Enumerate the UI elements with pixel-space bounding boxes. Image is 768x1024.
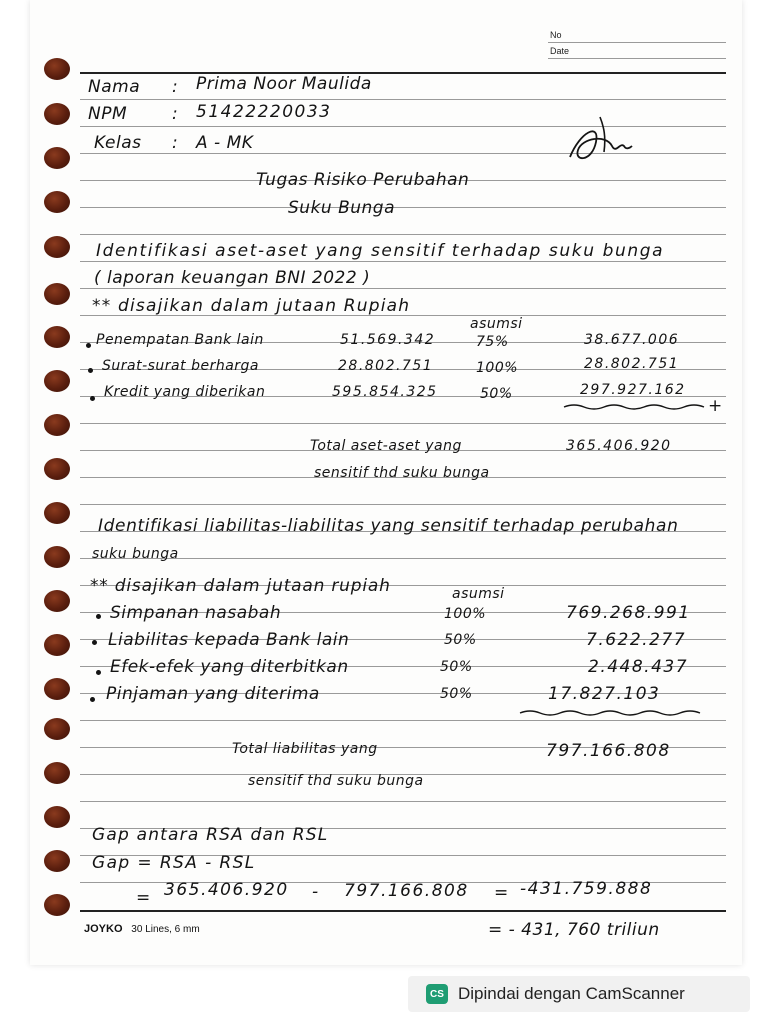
ruled-line <box>80 234 726 235</box>
bullet <box>86 343 91 348</box>
assets-heading-line-2: ( laporan keuangan BNI 2022 ) <box>94 268 371 288</box>
binder-hole <box>44 236 70 258</box>
kelas-value: A - MK <box>196 133 254 153</box>
bullet <box>88 368 93 373</box>
ruled-line-top <box>80 72 726 74</box>
binder-hole <box>44 850 70 872</box>
liabilities-total-label-1: Total liabilitas yang <box>232 741 378 757</box>
ruled-line <box>80 99 726 100</box>
liability-row-3-pct: 50% <box>440 659 473 675</box>
ruled-line <box>80 261 726 262</box>
binder-hole <box>44 58 70 80</box>
ruled-line <box>80 288 726 289</box>
kelas-colon: : <box>172 133 179 153</box>
bullet <box>96 614 101 619</box>
binder-hole <box>44 718 70 740</box>
liabilities-note: ** disajikan dalam jutaan rupiah <box>90 576 391 596</box>
ruled-line <box>80 423 726 424</box>
liability-row-1-name: Simpanan nasabah <box>110 603 282 623</box>
ruled-line <box>80 504 726 505</box>
kelas-label: Kelas <box>94 133 142 153</box>
gap-line-3-eq2: = <box>494 883 509 903</box>
asset-row-3-amount: 595.854.325 <box>332 384 438 400</box>
asset-row-2-result: 28.802.751 <box>584 356 680 372</box>
brand-spec: 30 Lines, 6 mm <box>131 924 200 935</box>
brand-name: JOYKO <box>84 923 123 935</box>
asset-row-1-pct: 75% <box>476 334 509 350</box>
binder-hole <box>44 326 70 348</box>
binder-hole <box>44 806 70 828</box>
npm-label: NPM <box>88 104 128 124</box>
assets-asumsi-label: asumsi <box>470 316 523 332</box>
liabilities-heading-line-2: suku bunga <box>92 546 179 562</box>
camscanner-icon: CS <box>426 984 448 1004</box>
asset-row-1-result: 38.677.006 <box>584 332 680 348</box>
binder-hole <box>44 502 70 524</box>
binder-hole <box>44 762 70 784</box>
liabilities-heading-line-1: Identifikasi liabilitas-liabilitas yang sensitif terhadap perubahan <box>98 516 679 536</box>
ruled-line <box>80 720 726 721</box>
gap-line-1: Gap antara RSA dan RSL <box>92 825 329 845</box>
plus-sign: + <box>708 396 723 416</box>
no-label: No <box>550 30 562 40</box>
binder-hole <box>44 590 70 612</box>
ruled-line <box>548 42 726 43</box>
liabilities-asumsi-label: asumsi <box>452 586 505 602</box>
binder-hole <box>44 634 70 656</box>
date-label: Date <box>550 46 570 56</box>
gap-line-3-result: -431.759.888 <box>520 879 653 899</box>
bullet <box>90 697 95 702</box>
assets-total-label-1: Total aset-aset yang <box>310 438 462 454</box>
binder-hole <box>44 678 70 700</box>
title-line-1: Tugas Risiko Perubahan <box>256 170 470 190</box>
binder-hole <box>44 147 70 169</box>
ruled-line <box>548 58 726 59</box>
asset-row-3-pct: 50% <box>480 386 513 402</box>
asset-row-1-amount: 51.569.342 <box>340 332 436 348</box>
npm-value: 51422220033 <box>196 102 332 122</box>
binder-hole <box>44 103 70 125</box>
nama-colon: : <box>172 77 179 97</box>
gap-line-3-eq: = <box>136 888 151 908</box>
asset-row-3-name: Kredit yang diberikan <box>104 384 266 400</box>
liability-row-2-pct: 50% <box>444 632 477 648</box>
liabilities-total-label-2: sensitif thd suku bunga <box>248 773 424 789</box>
liability-row-1-result: 769.268.991 <box>566 603 691 623</box>
binder-hole <box>44 191 70 213</box>
bullet <box>92 640 97 645</box>
asset-row-2-amount: 28.802.751 <box>338 358 434 374</box>
binder-hole <box>44 414 70 436</box>
asset-row-3-result: 297.927.162 <box>580 382 686 398</box>
asset-row-2-pct: 100% <box>476 360 519 376</box>
liability-row-4-name: Pinjaman yang diterima <box>106 684 320 704</box>
paper-brand <box>84 923 200 935</box>
binder-hole <box>44 458 70 480</box>
sum-underline <box>564 402 714 412</box>
signature <box>560 112 640 172</box>
liability-row-3-result: 2.448.437 <box>588 657 689 677</box>
camscanner-badge <box>408 976 750 1012</box>
assets-total-label-2: sensitif thd suku bunga <box>314 465 490 481</box>
liability-row-3-name: Efek-efek yang diterbitkan <box>110 657 349 677</box>
asset-row-2-name: Surat-surat berharga <box>102 358 260 374</box>
title-line-2: Suku Bunga <box>288 198 396 218</box>
ruled-line <box>80 801 726 802</box>
npm-colon: : <box>172 104 179 124</box>
liabilities-total-value: 797.166.808 <box>546 741 671 761</box>
assets-note: ** disajikan dalam jutaan Rupiah <box>92 296 411 316</box>
liability-row-1-pct: 100% <box>444 606 487 622</box>
assets-heading-line-1: Identifikasi aset-aset yang sensitif terhadap suku bunga <box>96 241 665 261</box>
gap-line-3-minus: - <box>312 882 319 902</box>
nama-label: Nama <box>88 77 141 97</box>
binder-hole <box>44 894 70 916</box>
asset-row-1-name: Penempatan Bank lain <box>96 332 264 348</box>
sum-underline <box>520 708 710 718</box>
gap-line-2: Gap = RSA - RSL <box>92 853 256 873</box>
bullet <box>96 670 101 675</box>
binder-hole <box>44 283 70 305</box>
gap-line-3-rsl: 797.166.808 <box>344 881 469 901</box>
ruled-line <box>80 207 726 208</box>
camscanner-text: Dipindai dengan CamScanner <box>458 984 685 1003</box>
ruled-line-bottom <box>80 910 726 912</box>
binder-hole <box>44 546 70 568</box>
liability-row-4-result: 17.827.103 <box>548 684 661 704</box>
assets-total-value: 365.406.920 <box>566 438 672 454</box>
gap-line-4: = - 431, 760 triliun <box>488 920 660 940</box>
liability-row-2-result: 7.622.277 <box>586 630 687 650</box>
liability-row-2-name: Liabilitas kepada Bank lain <box>108 630 350 650</box>
nama-value: Prima Noor Maulida <box>196 74 372 94</box>
gap-line-3-rsa: 365.406.920 <box>164 880 289 900</box>
bullet <box>90 396 95 401</box>
binder-hole <box>44 370 70 392</box>
liability-row-4-pct: 50% <box>440 686 473 702</box>
